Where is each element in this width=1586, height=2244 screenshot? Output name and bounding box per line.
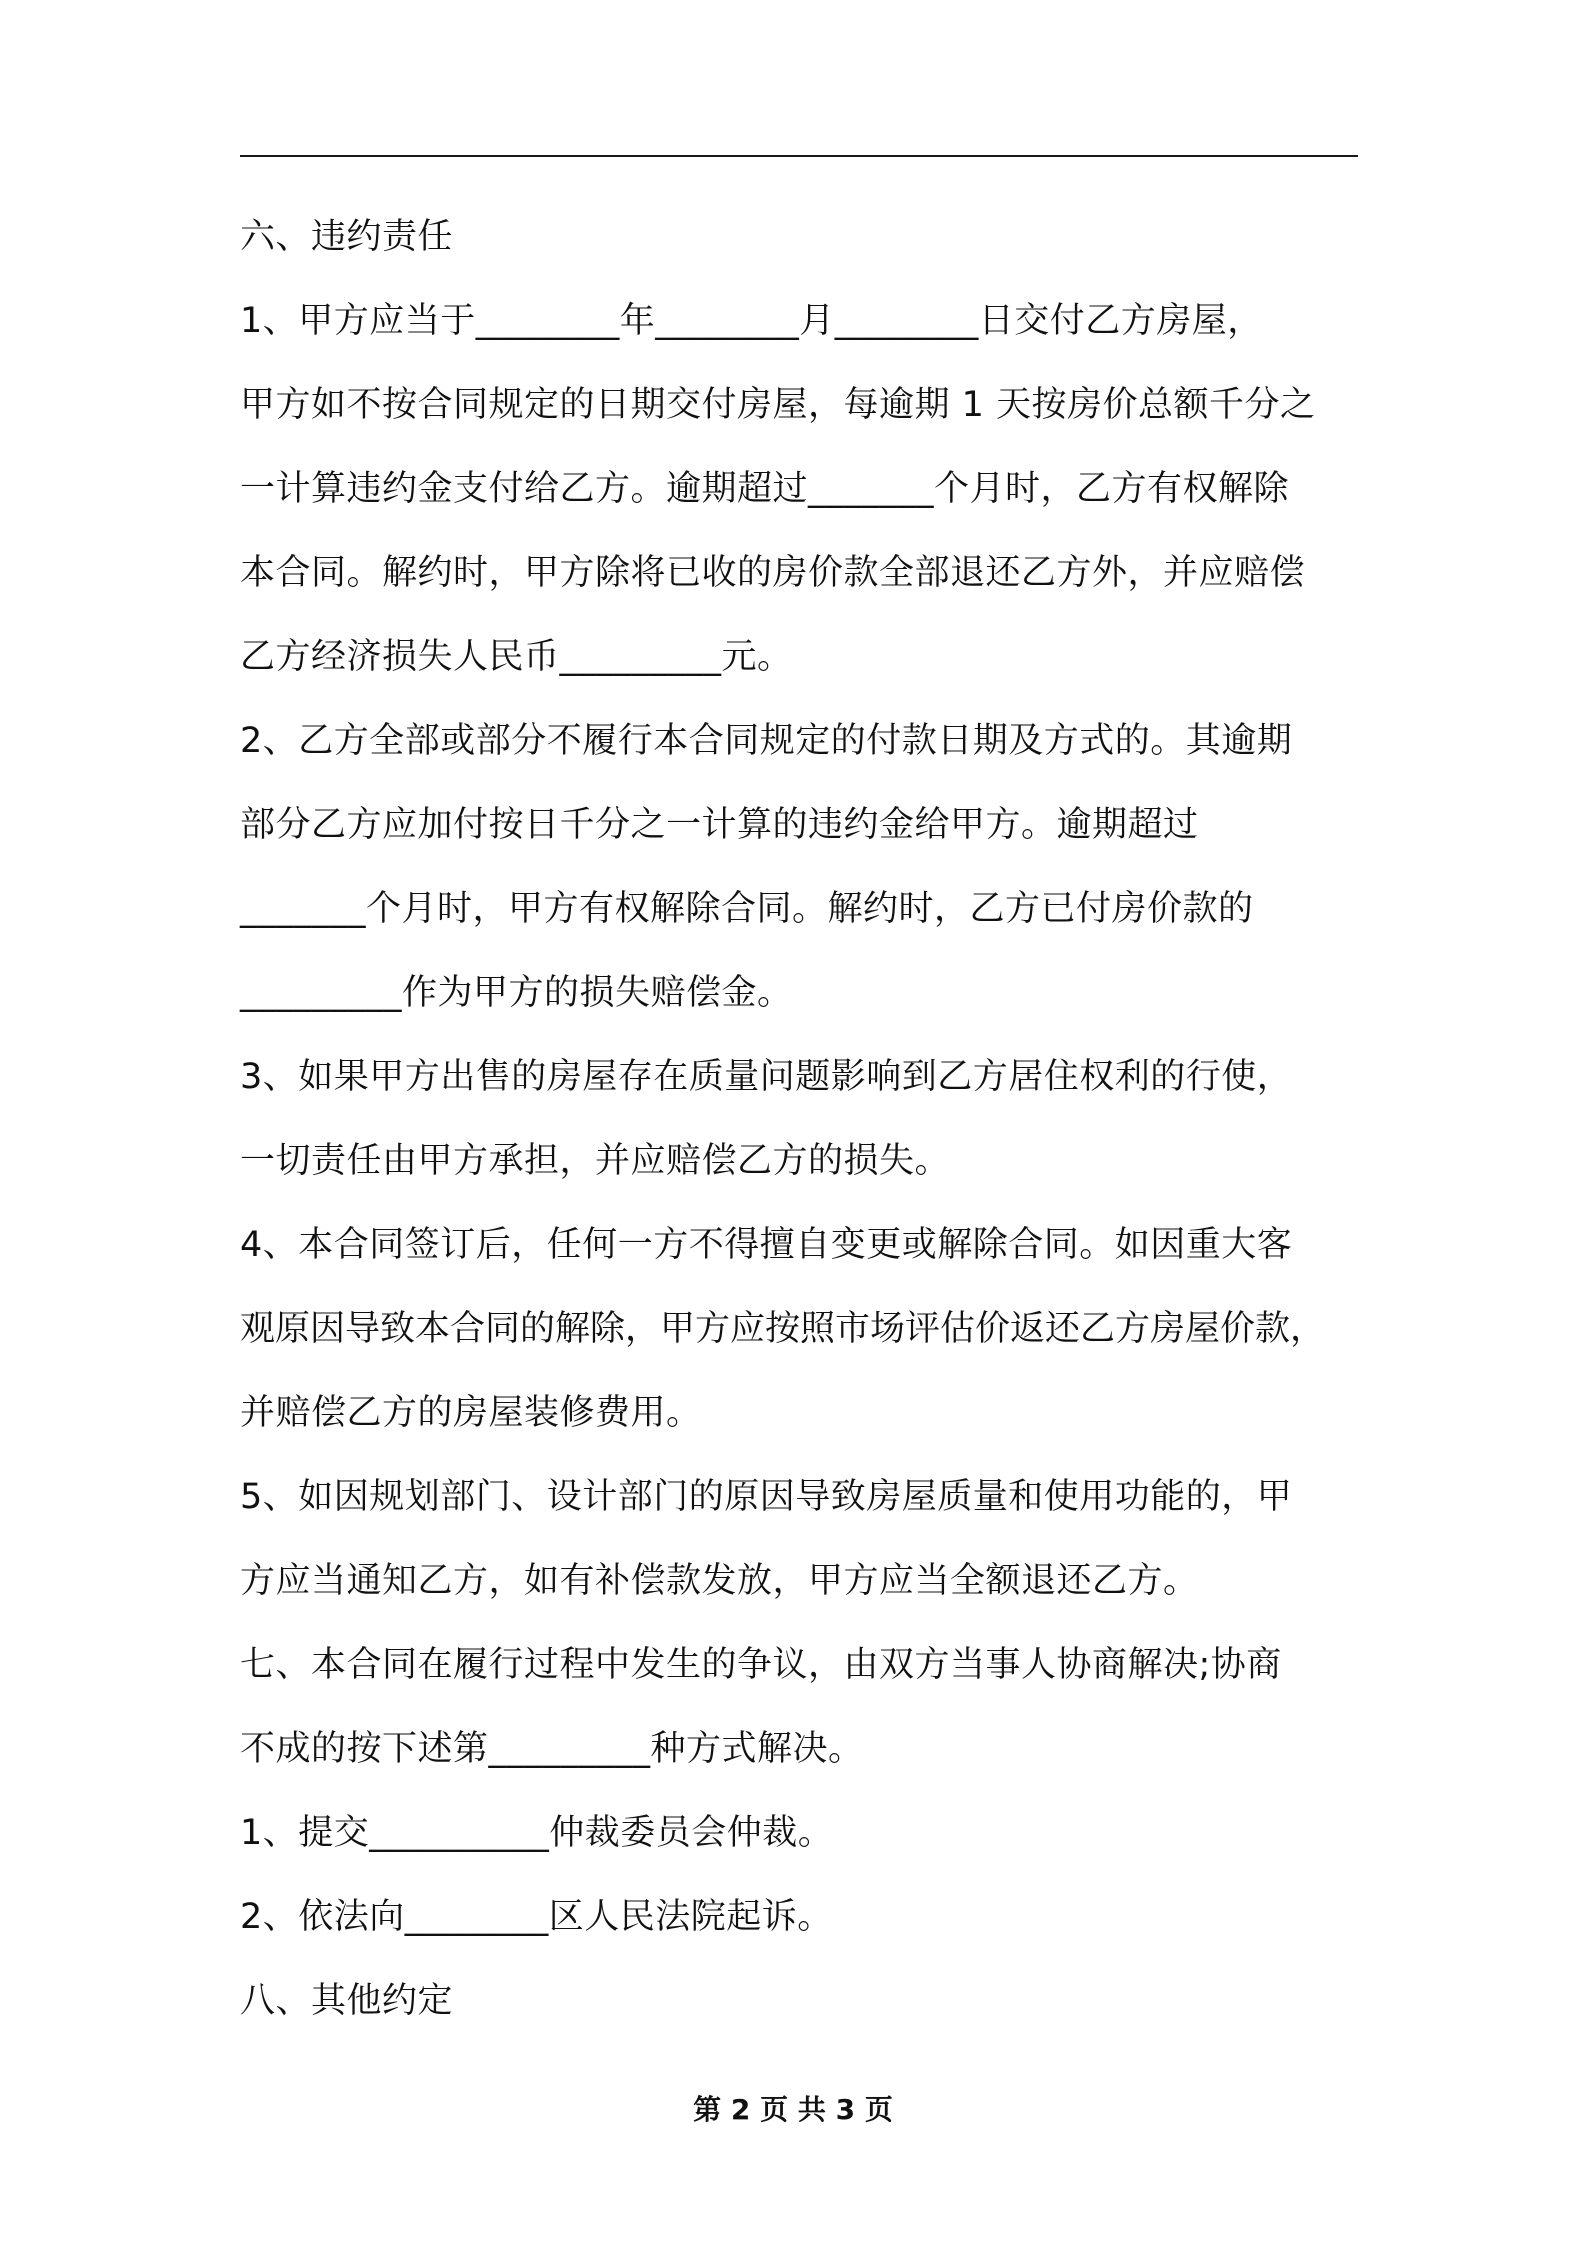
clause-line: 1、提交__________仲裁委员会仲裁。 <box>240 1813 834 1853</box>
clause-line: 乙方经济损失人民币_________元。 <box>240 637 793 677</box>
clause-line: 2、乙方全部或部分不履行本合同规定的付款日期及方式的。其逾期 <box>240 721 1293 761</box>
clause-line: 3、如果甲方出售的房屋存在质量问题影响到乙方居住权利的行使， <box>240 1057 1293 1097</box>
clause-line: 并赔偿乙方的房屋装修费用。 <box>240 1393 702 1433</box>
clause-line: 一切责任由甲方承担，并应赔偿乙方的损失。 <box>240 1141 951 1181</box>
clause-line: 不成的按下述第_________种方式解决。 <box>240 1729 864 1769</box>
section-heading-breach-liability: 六、违约责任 <box>240 217 454 257</box>
document-body <box>240 195 1370 2043</box>
clause-line: 一计算违约金支付给乙方。逾期超过_______个月时，乙方有权解除 <box>240 469 1290 509</box>
clause-line: _______个月时，甲方有权解除合同。解约时，乙方已付房价款的 <box>240 889 1254 929</box>
clause-line: _________作为甲方的损失赔偿金。 <box>240 973 793 1013</box>
page-number-footer: 第 2 页 共 3 页 <box>693 2093 893 2126</box>
clause-line: 2、依法向________区人民法院起诉。 <box>240 1897 833 1937</box>
clause-line: 5、如因规划部门、设计部门的原因导致房屋质量和使用功能的，甲 <box>240 1477 1293 1517</box>
clause-line: 4、本合同签订后，任何一方不得擅自变更或解除合同。如因重大客 <box>240 1225 1293 1265</box>
clause-line: 甲方如不按合同规定的日期交付房屋，每逾期 1 天按房价总额千分之 <box>240 385 1316 425</box>
clause-line: 本合同。解约时，甲方除将已收的房价款全部退还乙方外，并应赔偿 <box>240 553 1306 593</box>
clause-line: 部分乙方应加付按日千分之一计算的违约金给甲方。逾期超过 <box>240 805 1199 845</box>
clause-line: 1、甲方应当于________年________月________日交付乙方房屋， <box>240 301 1263 341</box>
header-rule <box>240 155 1358 157</box>
clause-line: 方应当通知乙方，如有补偿款发放，甲方应当全额退还乙方。 <box>240 1561 1199 1601</box>
section-heading-dispute: 七、本合同在履行过程中发生的争议，由双方当事人协商解决;协商 <box>240 1645 1282 1685</box>
section-heading-other: 八、其他约定 <box>240 1981 454 2021</box>
clause-line: 观原因导致本合同的解除，甲方应按照市场评估价返还乙方房屋价款， <box>240 1309 1326 1349</box>
